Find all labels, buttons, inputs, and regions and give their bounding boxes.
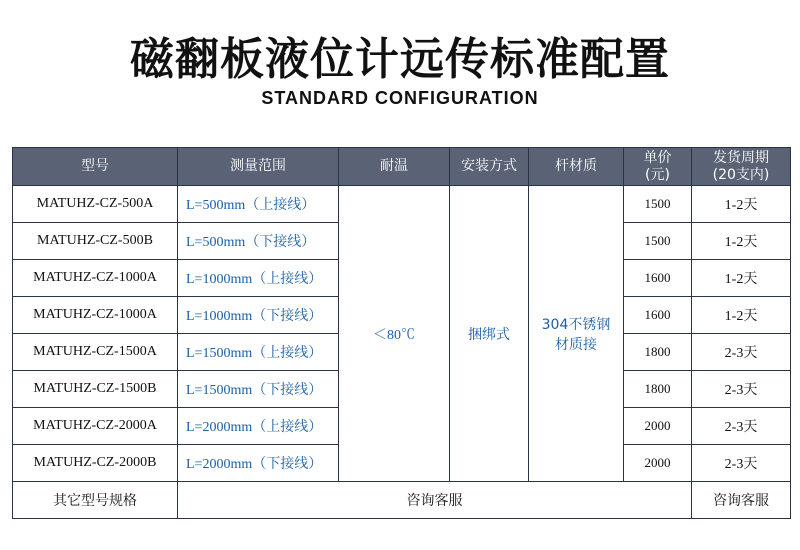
cell-delivery: 1-2天 [692,223,791,260]
header-material: 杆材质 [529,148,624,186]
table-row [13,186,791,223]
page-subtitle: STANDARD CONFIGURATION [261,88,539,108]
cell-model: MATUHZ-CZ-2000A [13,408,178,445]
page-title: 磁翻板液位计远传标准配置 [130,34,670,85]
cell-install: 捆绑式 [450,186,529,482]
cell-range: L=2000mm（下接线） [178,445,339,482]
header-delivery [692,148,791,186]
cell-model: MATUHZ-CZ-500B [13,223,178,260]
cell-delivery: 2-3天 [692,334,791,371]
cell-delivery: 1-2天 [692,297,791,334]
cell-price: 2000 [624,408,692,445]
cell-price: 1800 [624,371,692,408]
cell-price: 1600 [624,297,692,334]
cell-delivery: 2-3天 [692,371,791,408]
table-header-row [13,148,791,186]
header-install: 安装方式 [450,148,529,186]
cell-delivery: 1-2天 [692,260,791,297]
table-footer-row [13,482,791,519]
footer-consult-service: 咨询客服 [178,482,692,519]
cell-model: MATUHZ-CZ-1000A [13,297,178,334]
material-line2: 材质接 [555,336,597,353]
cell-range: L=1000mm（上接线） [178,260,339,297]
header-temp: 耐温 [339,148,450,186]
cell-range: L=500mm（上接线） [178,186,339,223]
cell-delivery: 1-2天 [692,186,791,223]
material-line1: 304不锈钢 [541,316,611,333]
cell-price: 1800 [624,334,692,371]
cell-temp: ＜80℃ [339,186,450,482]
header-price-line1: 单价 [643,149,672,166]
cell-range: L=1000mm（下接线） [178,297,339,334]
cell-price: 2000 [624,445,692,482]
cell-delivery: 2-3天 [692,445,791,482]
cell-range: L=1500mm（上接线） [178,334,339,371]
header-range: 测量范围 [178,148,339,186]
header-model: 型号 [13,148,178,186]
cell-price: 1500 [624,186,692,223]
header-price-line2: (元) [645,166,670,183]
cell-price: 1500 [624,223,692,260]
cell-model: MATUHZ-CZ-1000A [13,260,178,297]
footer-other-models-label: 其它型号规格 [13,482,178,519]
cell-delivery: 2-3天 [692,408,791,445]
cell-range: L=1500mm（下接线） [178,371,339,408]
footer-consult-service-right: 咨询客服 [692,482,791,519]
cell-price: 1600 [624,260,692,297]
cell-material [529,186,624,482]
header-delivery-line1: 发货周期 [713,149,769,166]
cell-model: MATUHZ-CZ-2000B [13,445,178,482]
cell-range: L=2000mm（上接线） [178,408,339,445]
cell-range: L=500mm（下接线） [178,223,339,260]
spec-table [12,147,791,519]
header-delivery-line2: (20支内) [712,166,770,183]
cell-model: MATUHZ-CZ-500A [13,186,178,223]
cell-model: MATUHZ-CZ-1500A [13,334,178,371]
cell-model: MATUHZ-CZ-1500B [13,371,178,408]
header-price [624,148,692,186]
